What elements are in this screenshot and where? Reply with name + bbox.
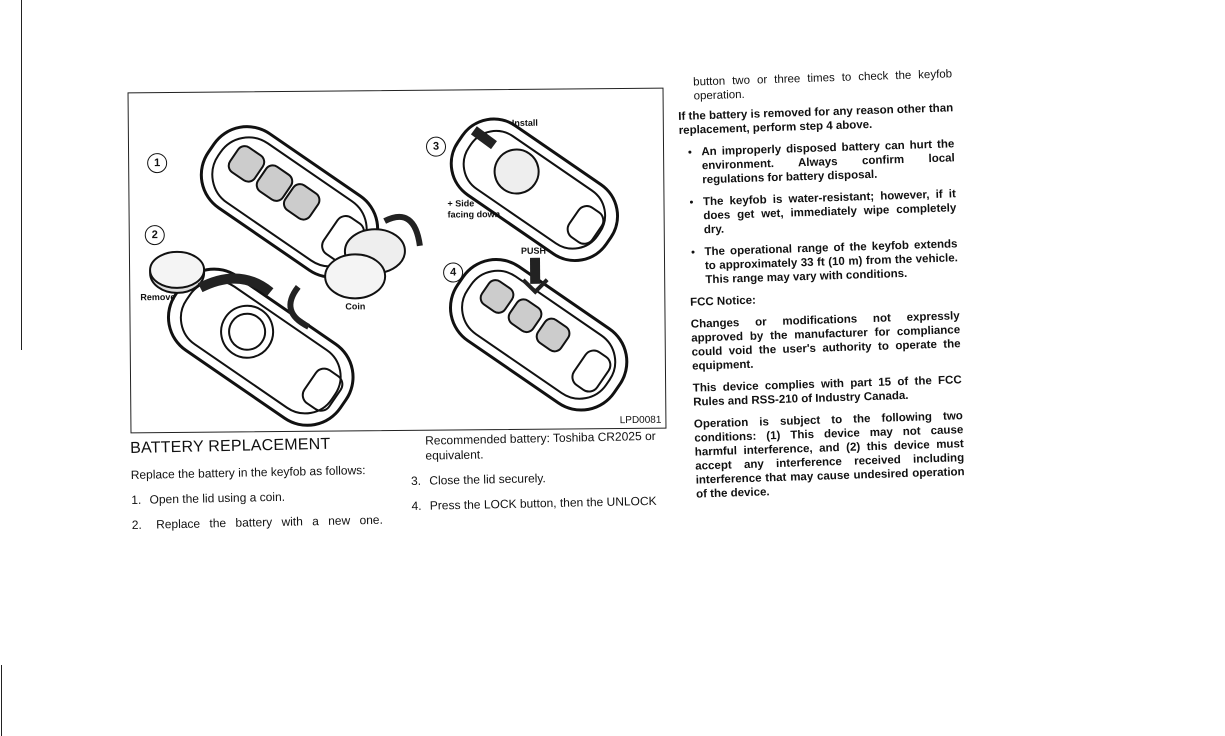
bullet-item: • The operational range of the keyfob extends to approximately 33 ft (10 m) from the vehicle. This range may vary with conditions. — [704, 237, 958, 287]
step-2-marker: 2 — [145, 225, 165, 245]
step-item — [411, 469, 673, 489]
bullet-list — [679, 137, 958, 288]
figure-code: LPD0081 — [619, 414, 662, 427]
right-text-column — [677, 67, 965, 509]
keyfob-drawing — [129, 89, 668, 435]
fcc-paragraph: Operation is subject to the following two conditions: (1) This device may not cause harmful interference, and (2) this device must accept any interference received including interference that may cause undesired operation of the device. — [693, 410, 965, 501]
bottom-left-edge-line — [1, 665, 2, 736]
step-number: 3. — [410, 473, 422, 488]
fcc-paragraph: Changes or modifications not expressly approved by the manufacturer for compliance could void the user's authority to operate the equipment. — [690, 310, 961, 373]
fcc-paragraph: This device complies with part 15 of the FCC Rules and RSS-210 of Industry Canada. — [692, 374, 962, 409]
side-label-line2: facing down — [447, 209, 501, 220]
section-heading: BATTERY REPLACEMENT — [130, 435, 331, 457]
middle-text-column — [410, 429, 674, 524]
battery-note: Recommended battery: Toshiba CR2025 or equivalent. — [424, 428, 656, 463]
bullet-item: • An improperly disposed battery can hurt the environment. Always confirm local regulations for battery disposal. — [701, 137, 955, 187]
push-label: PUSH — [520, 245, 546, 256]
battery-replacement-illustration — [128, 88, 667, 434]
step-3-marker: 3 — [426, 137, 446, 157]
step-text: Replace the battery with a new one. — [155, 512, 383, 532]
left-edge-line — [21, 0, 22, 350]
step-1-marker: 1 — [147, 153, 167, 173]
install-label: Install — [511, 117, 538, 128]
step-item — [411, 493, 673, 513]
coin-label: Coin — [345, 301, 366, 312]
step-text: Close the lid securely. — [429, 471, 546, 488]
remove-label: Remove — [140, 291, 176, 303]
removal-note: If the battery is removed for any reason other than replacement, perform step 4 above. — [678, 102, 954, 137]
step-number: 4. — [411, 498, 422, 513]
step-number: 1. — [131, 492, 142, 507]
step-text: Open the lid using a coin. — [149, 489, 286, 507]
step-text: Press the LOCK button, then the UNLOCK — [429, 493, 657, 513]
left-text-column — [130, 434, 402, 543]
continuation-text: button two or three times to check the keyfob operation. — [693, 68, 953, 103]
step-item — [131, 487, 401, 508]
step-item — [132, 512, 402, 533]
intro-text: Replace the battery in the keyfob as follows: — [130, 463, 366, 482]
bullet-item: • The keyfob is water-resistant; however, if it does get wet, immediately wipe completely dry. — [703, 187, 957, 237]
side-label-line1: + Side — [447, 198, 475, 209]
step-number: 2. — [131, 517, 142, 532]
fcc-heading: FCC Notice: — [689, 294, 757, 309]
step-4-marker: 4 — [443, 262, 463, 282]
